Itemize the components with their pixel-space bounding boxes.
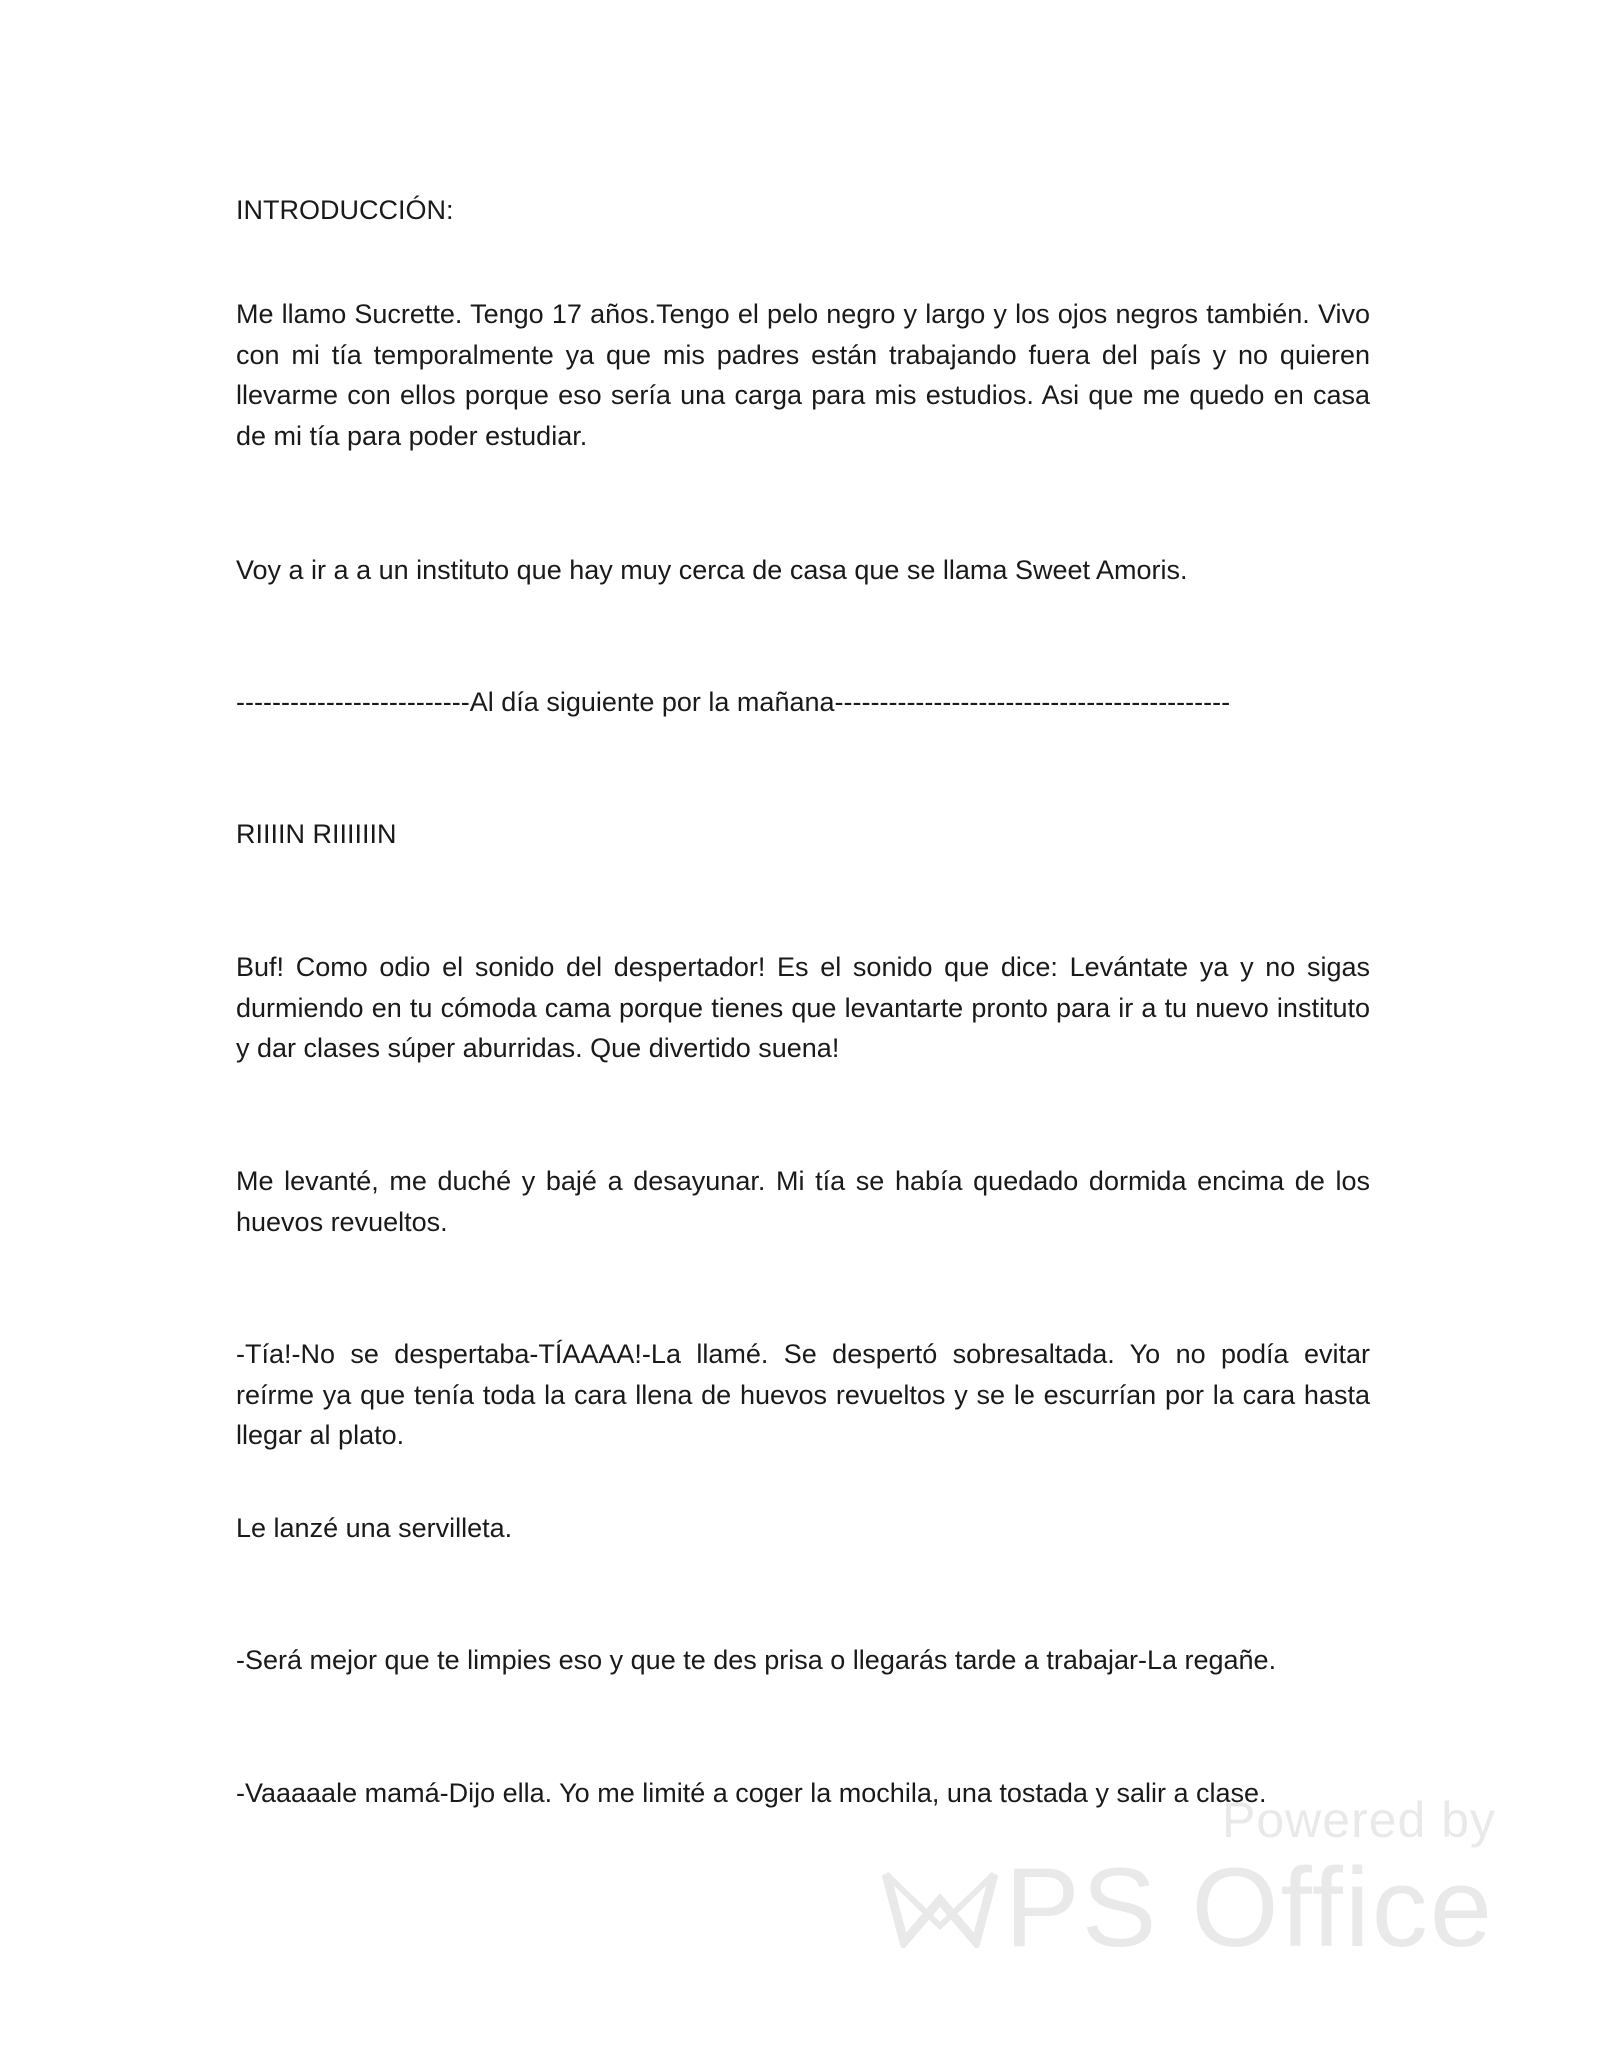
wps-w-logo-icon <box>880 1868 1000 1948</box>
watermark-brand: PS Office <box>1005 1845 1495 1970</box>
paragraph-desayuno: Me levanté, me duché y bajé a desayunar. Mi tía se había quedado dormida encima de los huevos revueltos. <box>236 1166 1370 1237</box>
watermark-powered-by: Powered by <box>1222 1792 1497 1848</box>
paragraph-tia: -Tía!-No se despertaba-TÍAAAA!-La llamé. Se despertó sobresaltada. Yo no podía evitar reírme ya que tenía toda la cara llena de huevos revueltos y se le escurrían por la cara hasta llegar al plato. <box>236 1339 1370 1450</box>
paragraph-alarm: RIIIIN RIIIIIIN <box>236 819 397 849</box>
paragraph-servilleta: Le lanzé una servilleta. <box>236 1513 513 1543</box>
scene-break: --------------------------Al día siguiente por la mañana-------------------------------------------- <box>236 687 1231 717</box>
paragraph-school: Voy a ir a a un instituto que hay muy cerca de casa que se llama Sweet Amoris. <box>236 555 1188 585</box>
paragraph-mochila: -Vaaaaale mamá-Dijo ella. Yo me limité a coger la mochila, una tostada y salir a clase. <box>236 1778 1267 1808</box>
paragraph-despertador: Buf! Como odio el sonido del despertador! Es el sonido que dice: Levántate ya y no sigas durmiendo en tu cómoda cama porque tienes que levantarte pronto para ir a tu nuevo instituto y dar clases súper aburridas. Que divertido suena! <box>236 952 1370 1063</box>
document-heading: INTRODUCCIÓN: <box>236 195 454 225</box>
paragraph-regane: -Será mejor que te limpies eso y que te des prisa o llegarás tarde a trabajar-La regañe. <box>236 1645 1277 1675</box>
paragraph-introduction: Me llamo Sucrette. Tengo 17 años.Tengo el pelo negro y largo y los ojos negros también. Vivo con mi tía temporalmente ya que mis padres están trabajando fuera del país y no quieren llevarme con ellos porque eso sería una carga para mis estudios. Asi que me quedo en casa de mi tía para poder estudiar. <box>236 299 1370 451</box>
wps-office-watermark <box>870 1792 1497 1970</box>
